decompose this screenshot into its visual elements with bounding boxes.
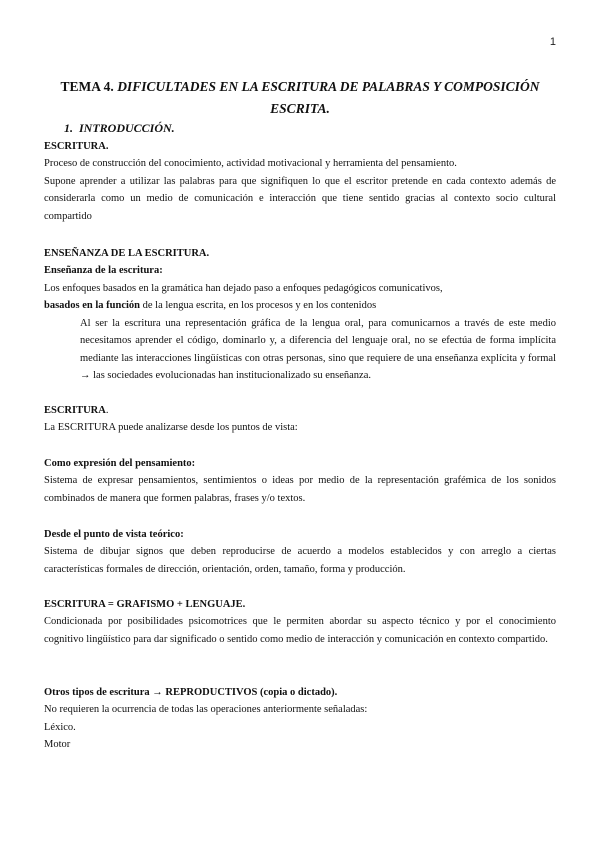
heading-escritura-2-text: ESCRITURA [44,405,106,416]
block-ensenanza [44,245,556,315]
list-item-lexico: Léxico. [44,721,76,733]
heading-otros-tipos: Otros tipos de escritura → REPRODUCTIVOS (copia o dictado). [44,687,338,698]
basados-rest: de la lengua escrita, en los procesos y en los contenidos [140,300,377,312]
heading-grafismo: ESCRITURA = GRAFISMO + LENGUAJE. [44,599,246,610]
paragraph-grafismo: Condicionada por posibilidades psicomotrices que le permiten abordar su aspecto técnico y por el conocimiento cognitivo lingüístico para dar significado o sentido como medio de interacción y comunicación en contexto compartido. [44,616,556,645]
page-number: 1 [549,36,556,48]
heading-teorico: Desde el punto de vista teórico: [44,529,184,540]
paragraph-puntos-de-vista: La ESCRITURA puede analizarse desde los puntos de vista: [44,422,298,434]
heading-expresion: Como expresión del pensamiento: [44,458,196,469]
section-number: 1. [64,121,73,135]
block-expresion [44,455,556,507]
title-line2: ESCRITA. [270,101,330,116]
block-escritura-definition [44,138,556,225]
title-prefix: TEMA 4. [60,79,114,94]
section-heading-introduccion [64,121,175,136]
block-teorico [44,526,556,578]
paragraph-no-requieren: No requieren la ocurrencia de todas las operaciones anteriormente señaladas: [44,704,368,716]
heading-escritura: ESCRITURA. [44,141,109,152]
list-item-motor: Motor [44,739,71,751]
block-escritura-puntos [44,402,556,437]
paragraph-basados [44,297,556,314]
block-otros-tipos [44,684,556,754]
heading-escritura-2-dot: . [105,405,109,416]
indented-paragraph: Al ser la escritura una representación gráfica de la lengua oral, para comunicarnos a través de este medio necesitamos aprender el código, dominarlo y, a diferencia del lenguaje oral, no se efectúa de forma implícita mediante las interacciones lingüísticas con otras personas, sino que requiere de una enseñanza explícita y formal → las sociedades evolucionadas han institucionalizado su enseñanza. [80,318,556,381]
paragraph-expresion: Sistema de expresar pensamientos, sentimientos o ideas por medio de la representación grafémica de los sonidos combinados de manera que formen palabras, frases y/o textos. [44,475,556,504]
subheading-ensenanza: Enseñanza de la escritura: [44,265,163,277]
paragraph-enfoques: Los enfoques basados en la gramática han dejado paso a enfoques pedagógicos comunicativos, [44,282,443,294]
paragraph-teorico: Sistema de dibujar signos que deben reproducirse de acuerdo a modelos establecidos y con arreglo a ciertas características formales de dirección, orientación, orden, tamaño, forma y producción. [44,546,556,575]
section-title: INTRODUCCIÓN. [79,121,175,135]
basados-bold: basados en la función [44,300,140,312]
heading-ensenanza: ENSEÑANZA DE LA ESCRITURA. [44,248,210,259]
document-title [44,76,556,120]
paragraph-supone: Supone aprender a utilizar las palabras para que signifiquen lo que el escritor pretende en cada contexto además de considerarla como un medio de comunicación e interacción que tiene sentido gracias al contexto socio cultural compartido [44,175,556,222]
heading-escritura-2 [44,402,556,419]
paragraph-proceso: Proceso de construcción del conocimiento, actividad motivacional y herramienta del pensamiento. [44,158,457,170]
block-grafismo [44,596,556,648]
title-line1: DIFICULTADES EN LA ESCRITURA DE PALABRAS Y COMPOSICIÓN [113,79,540,94]
